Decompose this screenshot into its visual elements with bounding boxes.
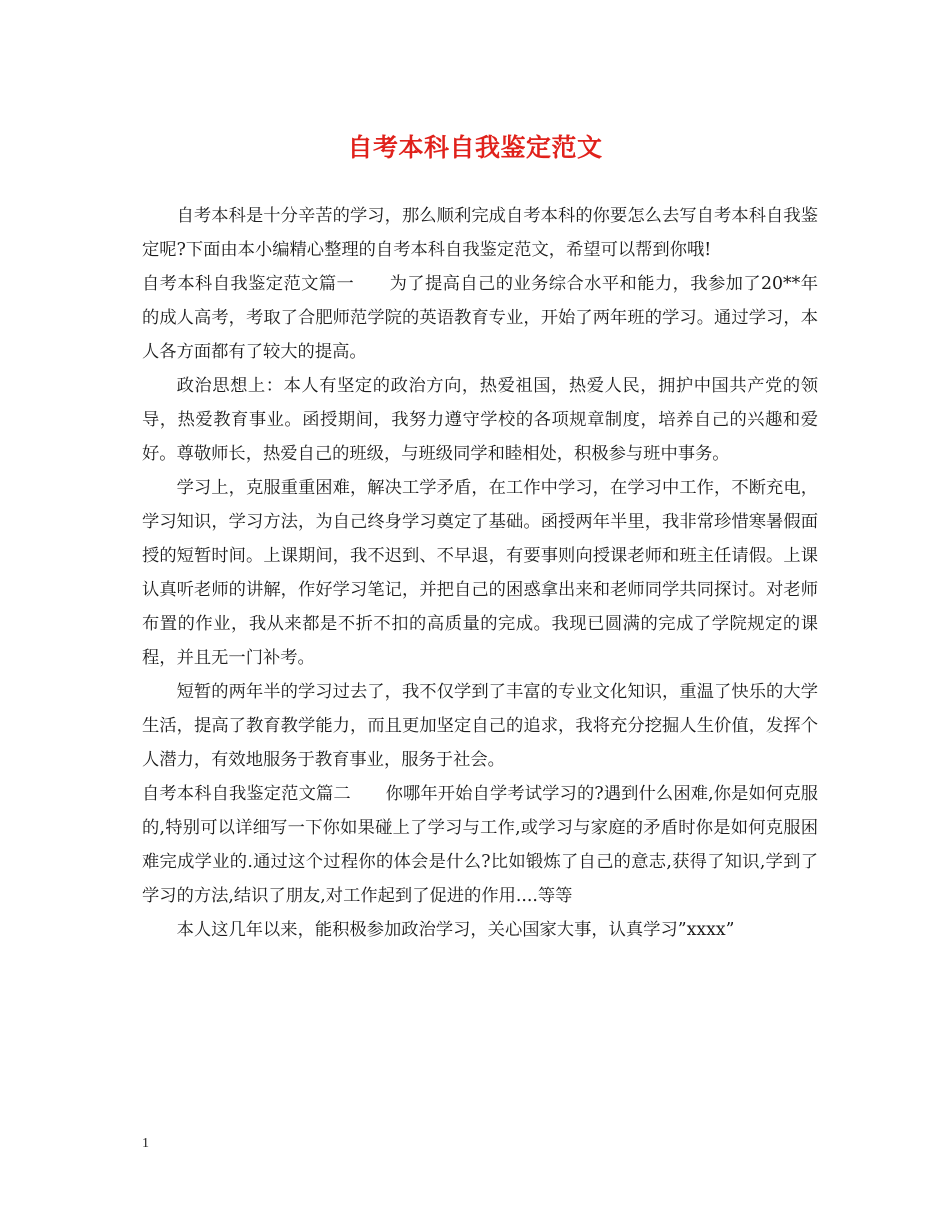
paragraph-sample-two-heading: 自考本科自我鉴定范文篇二 你哪年开始自学考试学习的?遇到什么困难,你是如何克服的,特别可以详细写一下你如果碰上了学习与工作,或学习与家庭的矛盾时你是如何克服困难完成学业的.通过这个过程你的体会是什么?比如锻炼了自己的意志,获得了知识,学到了学习的方法,结识了朋友,对工作起到了促进的作用....等等: [142, 784, 818, 906]
document-title: 自考本科自我鉴定范文: [347, 133, 603, 162]
paragraph-intro: 自考本科是十分辛苦的学习，那么顺利完成自考本科的你要怎么去写自考本科自我鉴定呢?下面由本小编精心整理的自考本科自我鉴定范文，希望可以帮到你哦!: [142, 206, 818, 260]
paragraph-study: 学习上，克服重重困难，解决工学矛盾，在工作中学习，在学习中工作，不断充电，学习知识，学习方法，为自己终身学习奠定了基础。函授两年半里，我非常珍惜寒暑假面授的短暂时间。上课期间，我不迟到、不早退，有要事则向授课老师和班主任请假。上课认真听老师的讲解，作好学习笔记，并把自己的困惑拿出来和老师同学共同探讨。对老师布置的作业，我从来都是不折不扣的高质量的完成。我现已圆满的完成了学院规定的课程，并且无一门补考。: [142, 478, 818, 668]
paragraph-sample-one-heading: 自考本科自我鉴定范文篇一 为了提高自己的业务综合水平和能力，我参加了20**年的成人高考，考取了合肥师范学院的英语教育专业，开始了两年班的学习。通过学习，本人各方面都有了较大的提高。: [142, 274, 818, 362]
paragraph-sample-two-body: 本人这几年以来，能积极参加政治学习，关心国家大事，认真学习”xxxx”: [176, 920, 735, 940]
document-body: [142, 199, 818, 947]
paragraph-summary: 短暂的两年半的学习过去了，我不仅学到了丰富的专业文化知识，重温了快乐的大学生活，提高了教育教学能力，而且更加坚定自己的追求，我将充分挖掘人生价值，发挥个人潜力，有效地服务于教育事业，服务于社会。: [142, 682, 818, 770]
paragraph-political-thought: 政治思想上：本人有坚定的政治方向，热爱祖国，热爱人民，拥护中国共产党的领导，热爱教育事业。函授期间，我努力遵守学校的各项规章制度，培养自己的兴趣和爱好。尊敬师长，热爱自己的班级，与班级同学和睦相处，积极参与班中事务。: [142, 376, 818, 464]
page-number: 1: [142, 1136, 149, 1151]
